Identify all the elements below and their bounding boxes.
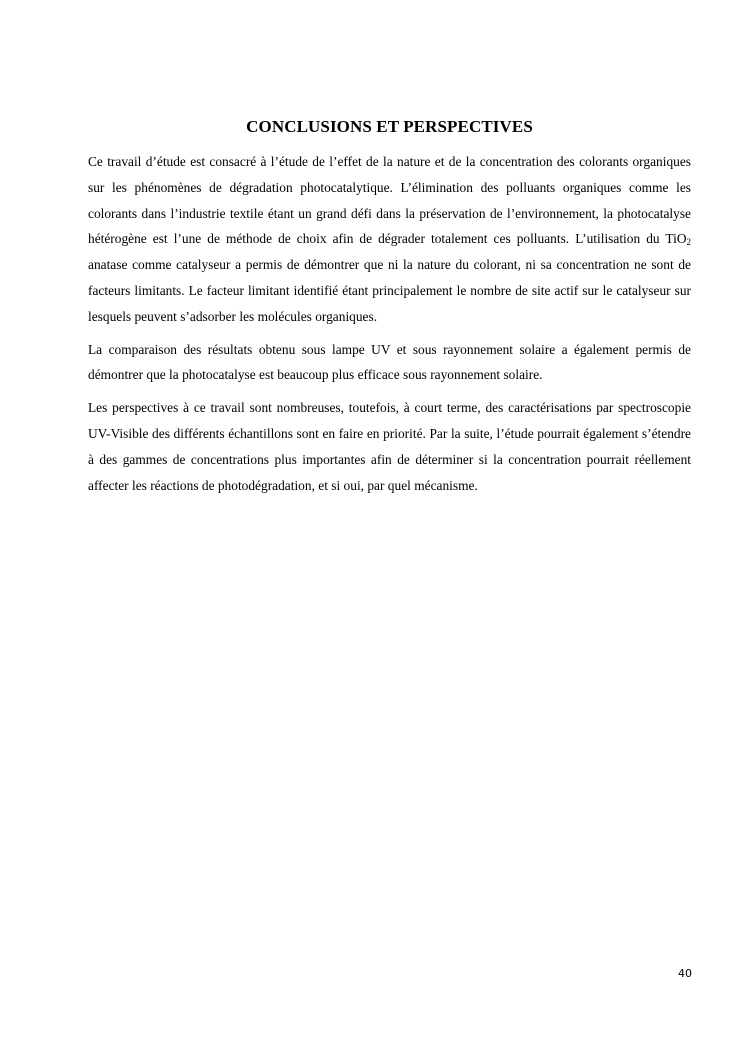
subscript-2: 2: [686, 237, 691, 248]
page-content: [88, 116, 691, 505]
paragraph-1-text-start: Ce travail d’étude est consacré à l’étude de l’effet de la nature et de la concentration des colorants organiques sur les phénomènes de dégradation photocatalytique. L’élimination des polluants organiques comme les colorants dans l’industrie textile étant un grand défi dans la préservation de l’environnement, la photocatalyse hétérogène est l’une de méthode de choix afin de dégrader totalement ces polluants. L’utilisation du TiO: [88, 154, 691, 247]
page-number: 40: [678, 967, 692, 980]
paragraph-comparison: La comparaison des résultats obtenu sous lampe UV et sous rayonnement solaire a également permis de démontrer que la photocatalyse est beaucoup plus efficace sous rayonnement solaire.: [88, 341, 691, 383]
paragraph-1-text-end: anatase comme catalyseur a permis de démontrer que ni la nature du colorant, ni sa concentration ne sont de facteurs limitants. Le facteur limitant identifié étant principalement le nombre de site actif sur le catalyseur sur lesquels peuvent s’adsorber les molécules organiques.: [88, 257, 691, 324]
page-title: CONCLUSIONS ET PERSPECTIVES: [246, 117, 533, 136]
paragraph-perspectives: Les perspectives à ce travail sont nombreuses, toutefois, à court terme, des caractérisations par spectroscopie UV-Visible des différents échantillons sont en faire en priorité. Par la suite, l’étude pourrait également s’étendre à des gammes de concentrations plus importantes afin de déterminer si la concentration pourrait réellement affecter les réactions de photodégradation, et si oui, par quel mécanisme.: [88, 400, 691, 493]
paragraph-conclusions: [88, 149, 691, 330]
